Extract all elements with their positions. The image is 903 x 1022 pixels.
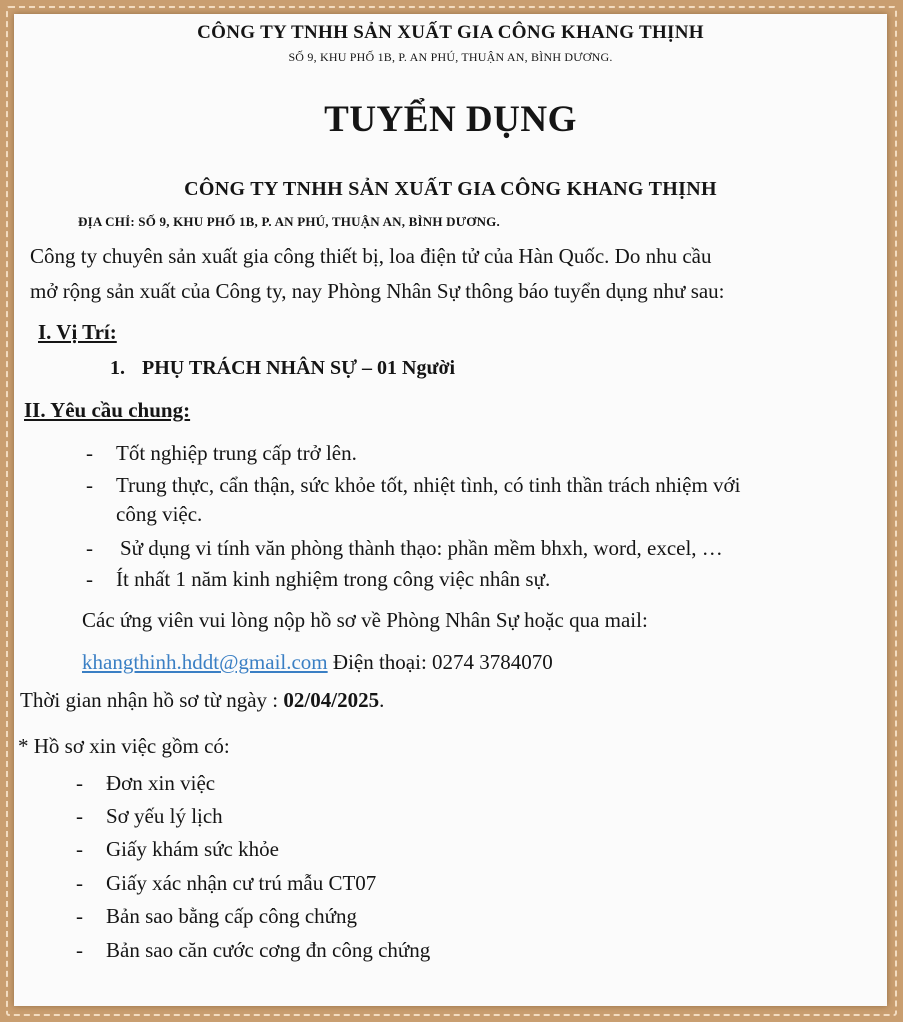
phone-text: Điện thoại: 0274 3784070 xyxy=(332,650,553,674)
page-title: TUYỂN DỤNG xyxy=(324,99,577,140)
deadline-line xyxy=(20,688,384,713)
document-bullet: - xyxy=(76,904,83,928)
section-heading-requirements: II. Yêu cầu chung: xyxy=(24,398,191,422)
recruitment-notice xyxy=(14,14,887,1006)
contact-line xyxy=(82,650,553,675)
deadline-end: . xyxy=(379,688,385,712)
intro-line-1: Công ty chuyên sản xuất gia công thiết bị, loa điện tử của Hàn Quốc. Do nhu cầu xyxy=(30,244,712,268)
deadline-label: Thời gian nhận hồ sơ từ ngày : xyxy=(20,688,284,712)
intro-line-2: mở rộng sản xuất của Công ty, nay Phòng Nhân Sự thông báo tuyển dụng như sau: xyxy=(30,279,725,303)
company-header: CÔNG TY TNHH SẢN XUẤT GIA CÔNG KHANG THỊNH xyxy=(197,22,704,43)
document-bullet: - xyxy=(76,771,83,795)
position-item: PHỤ TRÁCH NHÂN SỰ – 01 Người xyxy=(142,357,456,379)
document-item: Giấy khám sức khỏe xyxy=(106,837,279,861)
document-item: Giấy xác nhận cư trú mẫu CT07 xyxy=(106,871,377,895)
document-item: Sơ yếu lý lịch xyxy=(106,804,223,828)
document-bullet: - xyxy=(76,804,83,828)
position-number: 1. xyxy=(110,357,125,379)
requirement-item: Sử dụng vi tính văn phòng thành thạo: phần mềm bhxh, word, excel, … xyxy=(120,536,723,560)
contact-instruction: Các ứng viên vui lòng nộp hồ sơ về Phòng Nhân Sự hoặc qua mail: xyxy=(82,608,648,632)
company-name: CÔNG TY TNHH SẢN XUẤT GIA CÔNG KHANG THỊNH xyxy=(184,178,717,200)
company-header-address: SỐ 9, KHU PHỐ 1B, P. AN PHÚ, THUẬN AN, BÌNH DƯƠNG. xyxy=(288,50,613,64)
deadline-date: 02/04/2025 xyxy=(283,688,380,712)
requirement-item: Ít nhất 1 năm kinh nghiệm trong công việc nhân sự. xyxy=(116,567,551,591)
email-link[interactable]: khangthinh.hddt@gmail.com xyxy=(82,650,328,674)
document-item: Bản sao căn cước cơng đn công chứng xyxy=(106,938,431,962)
requirement-bullet: - xyxy=(86,567,93,591)
document-item: Đơn xin việc xyxy=(106,771,216,795)
requirement-bullet: - xyxy=(86,441,93,465)
requirement-item: Tốt nghiệp trung cấp trở lên. xyxy=(116,441,357,465)
document-bullet: - xyxy=(76,938,83,962)
document-bullet: - xyxy=(76,871,83,895)
documents-heading: * Hồ sơ xin việc gồm có: xyxy=(18,734,230,758)
document-item: Bản sao bằng cấp công chứng xyxy=(106,904,358,928)
company-address: ĐỊA CHỈ: SỐ 9, KHU PHỐ 1B, P. AN PHÚ, THUẬN AN, BÌNH DƯƠNG. xyxy=(78,214,500,229)
document-bullet: - xyxy=(76,837,83,861)
requirement-item: Trung thực, cẩn thận, sức khỏe tốt, nhiệt tình, có tinh thần trách nhiệm với xyxy=(116,473,741,497)
requirement-bullet: - xyxy=(86,536,93,560)
requirement-bullet: - xyxy=(86,473,93,497)
requirement-item-continued: công việc. xyxy=(116,502,203,526)
section-heading-position: I. Vị Trí: xyxy=(38,320,117,344)
